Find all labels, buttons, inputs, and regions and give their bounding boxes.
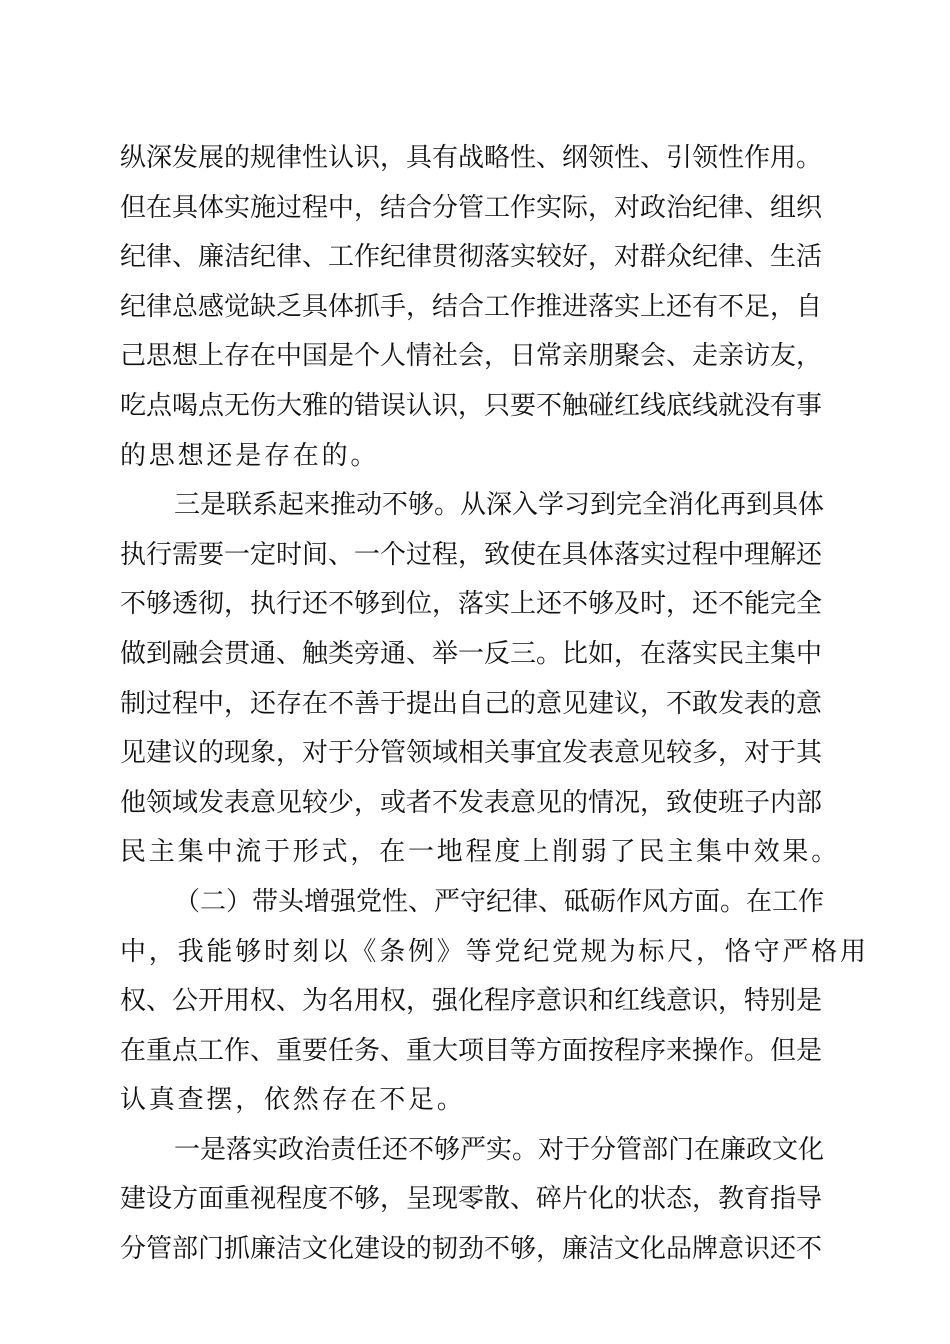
section-heading-line	[120, 878, 825, 928]
text-line: 但在具体实施过程中，结合分管工作实际，对政治纪律、组织	[120, 192, 823, 223]
text-line: 做到融会贯通、触类旁通、举一反三。比如，在落实民主集中	[120, 638, 823, 669]
text-line: 中，我能够时刻以《条例》等党纪党规为标尺，恪守严格用	[120, 936, 869, 967]
text-line: 执行需要一定时间、一个过程，致使在具体落实过程中理解还	[120, 539, 823, 570]
paragraph-first-line: 一是落实政治责任还不够严实。对于分管部门在廉政文化	[174, 1134, 825, 1165]
text-line: 的思想还是存在的。	[120, 440, 380, 471]
text-line-tail: 在工作	[746, 886, 825, 917]
text-line: 不够透彻，执行还不够到位，落实上还不够及时，还不能完全	[120, 589, 823, 620]
text-line: 己思想上存在中国是个人情社会，日常亲朋聚会、走亲访友，	[120, 341, 823, 372]
text-line: 制过程中，还存在不善于提出自己的意见建议，不敢发表的意	[120, 688, 823, 719]
text-line: 纪律总感觉缺乏具体抓手，结合工作推进落实上还有不足，自	[120, 291, 823, 322]
document-body	[120, 134, 869, 1275]
text-line: 他领域发表意见较少，或者不发表意见的情况，致使班子内部	[120, 787, 823, 818]
paragraph-first-line: 三是联系起来推动不够。从深入学习到完全消化再到具体	[174, 490, 825, 521]
text-line: 见建议的现象，对于分管领域相关事宜发表意见较多，对于其	[120, 738, 823, 769]
text-line: 权、公开用权、为名用权，强化程序意识和红线意识，特别是	[120, 986, 823, 1017]
text-line: 吃点喝点无伤大雅的错误认识，只要不触碰红线底线就没有事	[120, 390, 823, 421]
text-line: 在重点工作、重要任务、重大项目等方面按程序来操作。但是	[120, 1035, 823, 1066]
section-heading: （二）带头增强党性、严守纪律、砥砺作风方面。	[174, 886, 747, 917]
text-line: 认真查摆，依然存在不足。	[120, 1085, 466, 1116]
text-line: 民主集中流于形式，在一地程度上削弱了民主集中效果。	[120, 837, 841, 868]
text-line: 建设方面重视程度不够，呈现零散、碎片化的状态，教育指导	[120, 1184, 823, 1215]
text-line: 纵深发展的规律性认识，具有战略性、纲领性、引领性作用。	[120, 143, 823, 173]
text-line: 纪律、廉洁纪律、工作纪律贯彻落实较好，对群众纪律、生活	[120, 242, 823, 273]
text-line: 分管部门抓廉洁文化建设的韧劲不够，廉洁文化品牌意识还不	[120, 1234, 823, 1265]
